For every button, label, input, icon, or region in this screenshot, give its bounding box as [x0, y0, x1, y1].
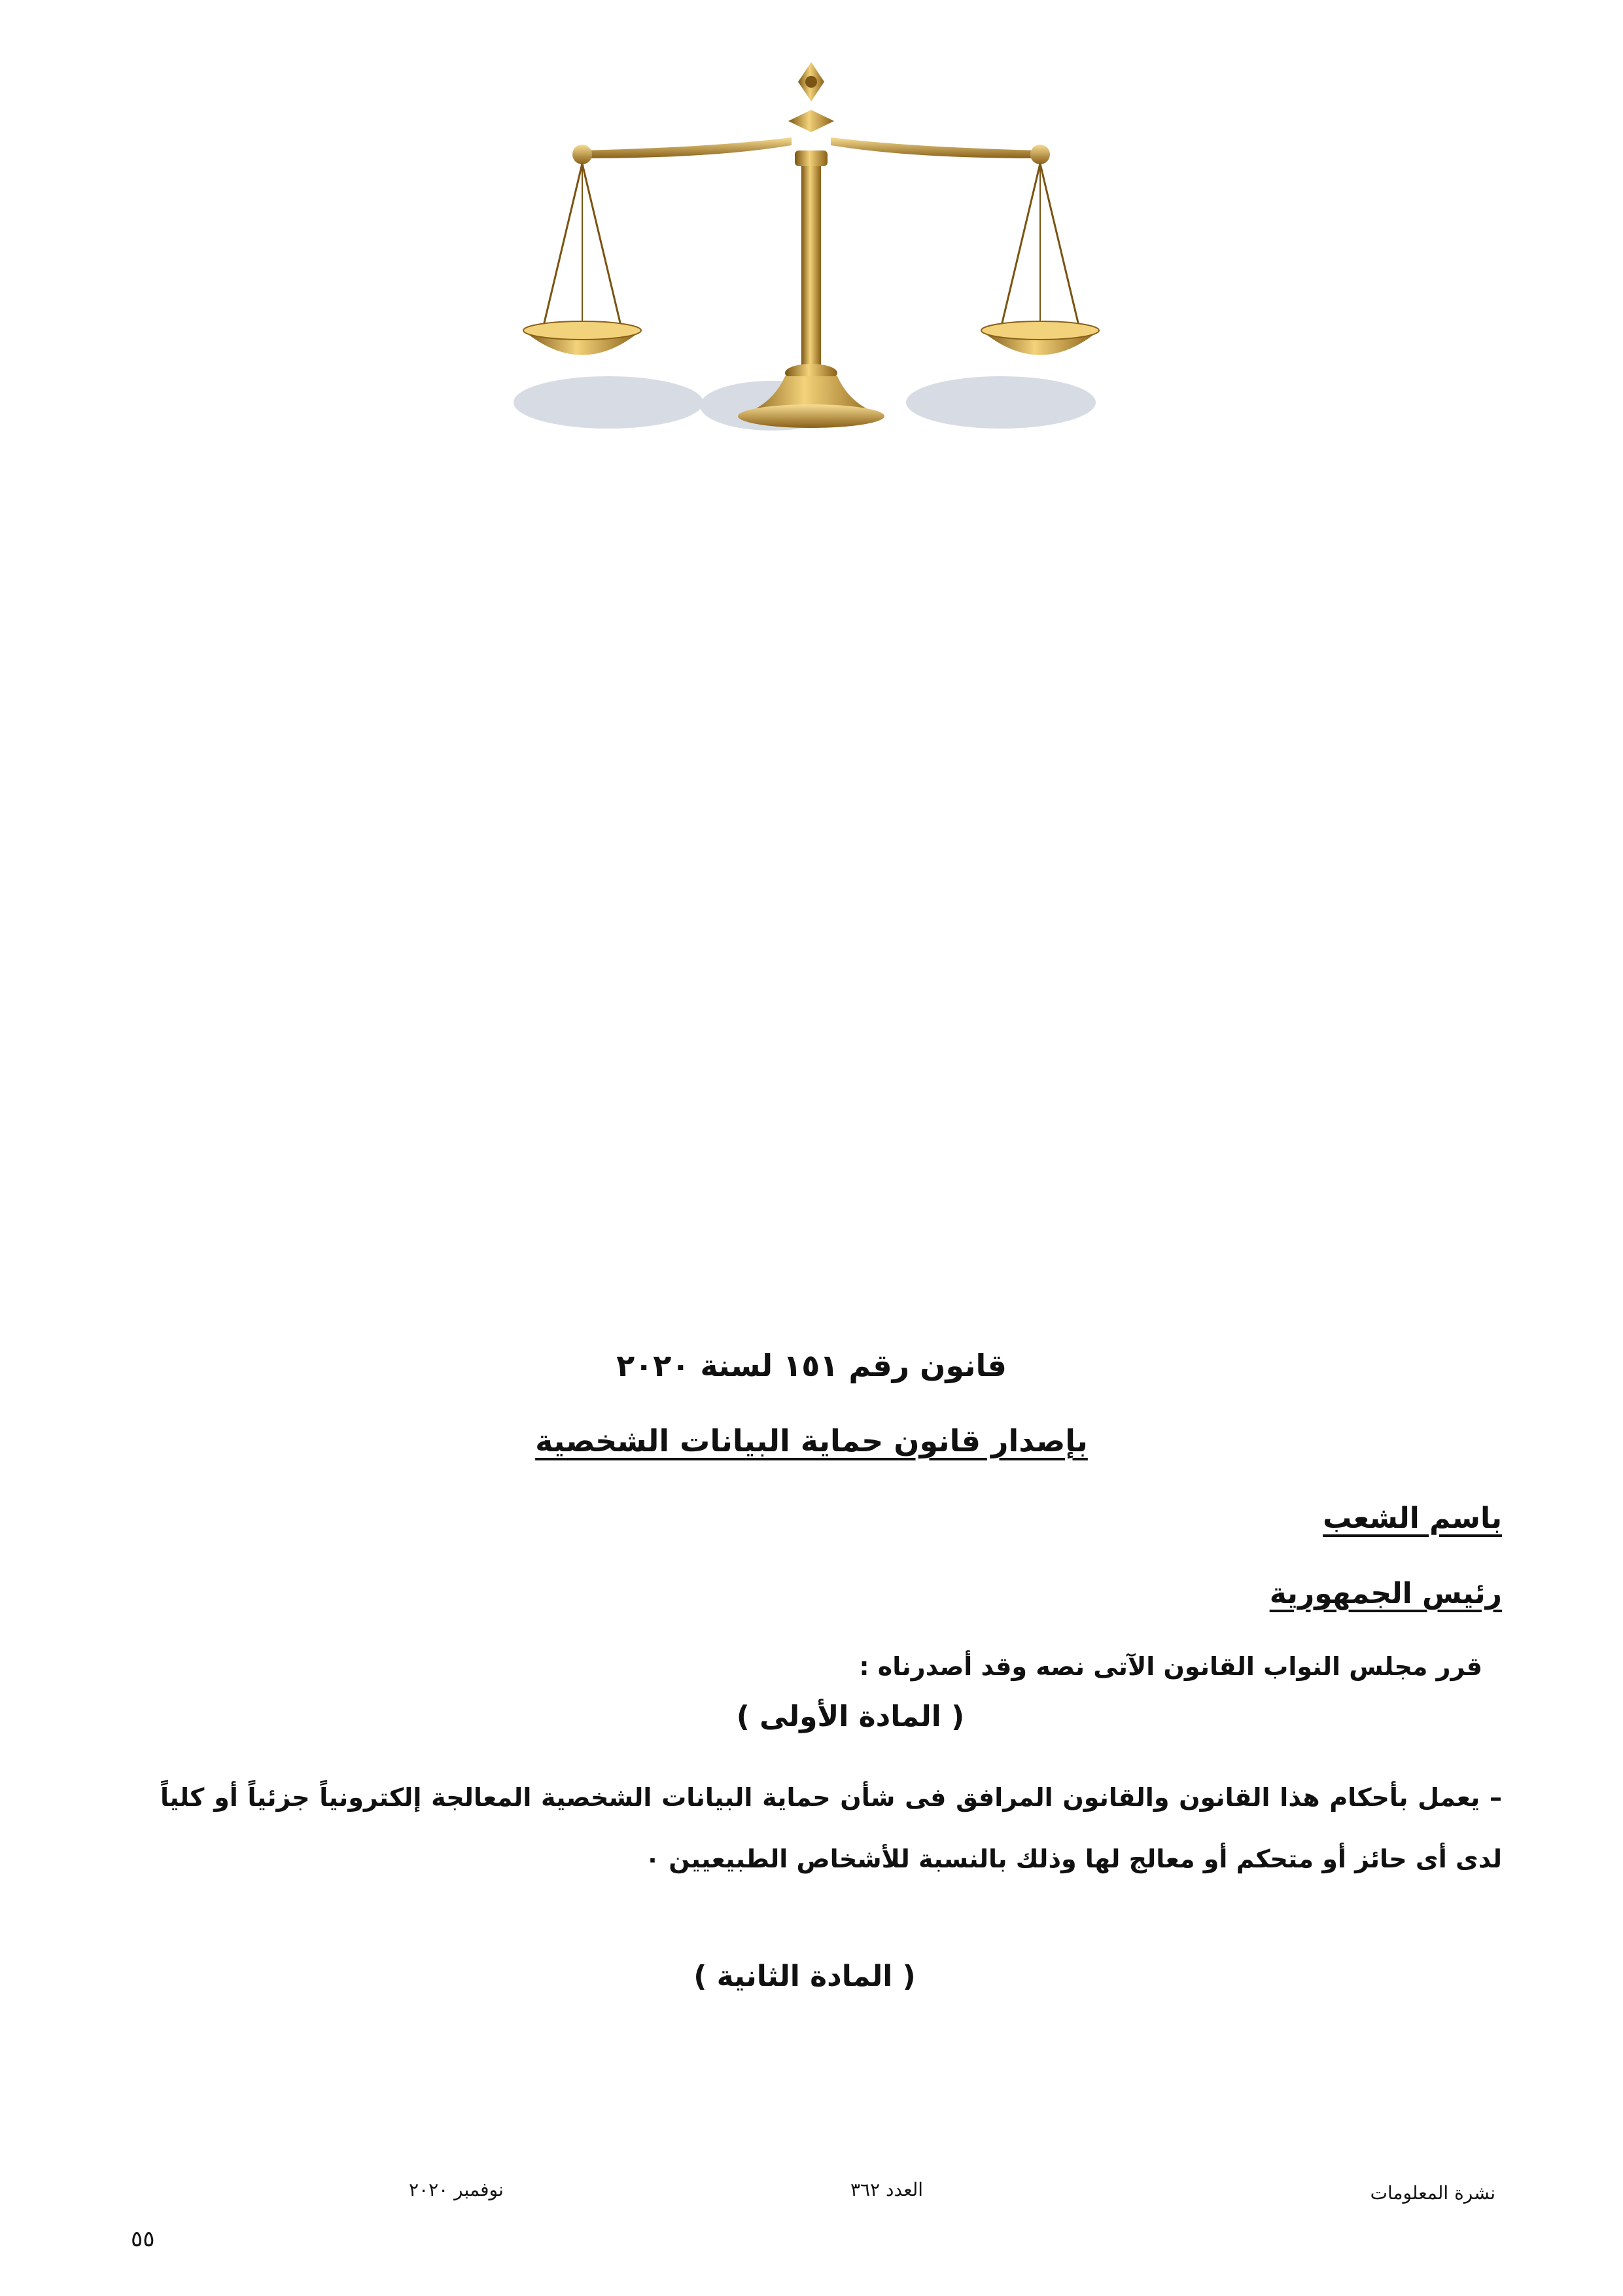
law-title: قانون رقم ١٥١ لسنة ٢٠٢٠ — [616, 1348, 1007, 1383]
scales-of-justice-icon — [497, 52, 1125, 445]
law-subtitle-text: بإصدار قانون حماية البيانات الشخصية — [535, 1423, 1088, 1458]
footer-date: نوفمبر ٢٠٢٠ — [409, 2179, 504, 2200]
footer-publication: نشرة المعلومات — [1370, 2182, 1495, 2204]
footer-issue: العدد ٣٦٢ — [850, 2179, 924, 2200]
intro-text: قرر مجلس النواب القانون الآتى نصه وقد أصدرناه : — [859, 1652, 1482, 1681]
name-of-people-heading: باسم الشعب — [1323, 1502, 1502, 1535]
law-subtitle — [0, 1423, 1623, 1458]
article-1-heading: ( المادة الأولى ) — [736, 1700, 965, 1733]
president-heading: رئيس الجمهورية — [1269, 1577, 1502, 1610]
page-number: ٥٥ — [131, 2226, 155, 2252]
article-1-text: – يعمل بأحكام هذا القانون والقانون المرافق فى شأن حماية البيانات الشخصية المعالجة إلكترونياً جزئياً أو كلياً لدى أى حائز أو متحكم أو معالج لها وذلك بالنسبة للأشخاص الطبيعيين ٠ — [160, 1783, 1502, 1873]
article-2-heading: ( المادة الثانية ) — [693, 1960, 916, 1993]
